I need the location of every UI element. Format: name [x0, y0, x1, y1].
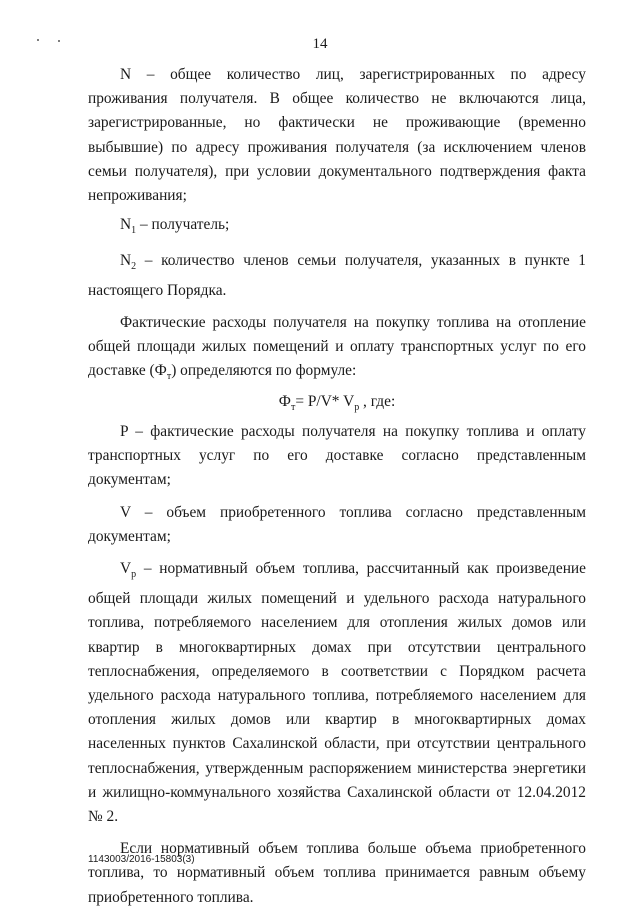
- definition-text: – количество членов семьи получателя, указанных в пункте 1 настоящего Порядка.: [88, 251, 586, 299]
- subscript: р: [131, 569, 137, 581]
- symbol-v: V: [120, 559, 132, 577]
- paragraph-n2-definition: [88, 249, 586, 303]
- paragraph-normative-rule: Если нормативный объем топлива больше объема приобретенного топлива, то нормативный объем топлива принимается равным объему приобретенного топлива.: [88, 840, 586, 906]
- formula-left: Ф: [278, 392, 291, 410]
- symbol-n: N: [120, 216, 132, 234]
- subscript: 1: [131, 225, 137, 237]
- subscript: т: [166, 371, 172, 383]
- intro-text: Фактические расходы получателя на покупку топлива на отопление общей площади жилых помещений и оплату транспортных услуг по его доставке (Ф: [88, 313, 586, 380]
- definition-text: – получатель;: [136, 216, 230, 234]
- paragraph-n-definition: N – общее количество лиц, зарегистрированных по адресу проживания получателя. В общее количество не включаются лица, зарегистрированные, но фактически не проживающие (временно выбывшие) по адресу проживания получателя (за исключением членов семьи получателя), при условии документального подтверждения факта непроживания;: [88, 66, 586, 205]
- document-body: [88, 63, 586, 910]
- paragraph-v-definition: V – объем приобретенного топлива согласно представленным документам;: [88, 503, 586, 545]
- paragraph-vp-definition: [88, 557, 586, 829]
- formula: [88, 390, 586, 420]
- subscript: 2: [131, 260, 137, 272]
- formula-tail: , где:: [359, 392, 396, 410]
- paragraph-n1-definition: [88, 213, 586, 243]
- formula-left-subscript: т: [290, 401, 296, 413]
- document-code: 1143003/2016-15803(3): [88, 854, 195, 865]
- paragraph-expenses-intro: [88, 311, 586, 390]
- page-number: 14: [312, 36, 328, 52]
- formula-middle: = P/V* V: [295, 392, 355, 410]
- definition-text: – нормативный объем топлива, рассчитанный как произведение общей площади жилых помещений и удельного расхода натурального топлива, потребляемого населением для отопления жилых домов или квартир в многоквартирных домах при отсутствии центрального теплоснабжения, определяемого в соответствии с Порядком расчета удельного расхода натурального топлива, потребляемого населением для отопления жилых домов или квартир в многоквартирных домах населенных пунктов Сахалинской области, при отсутствии центрального теплоснабжения, утвержденным распоряжением министерства энергетики и жилищно-коммунального хозяйства Сахалинской области от 12.04.2012 № 2.: [88, 559, 586, 826]
- intro-text-end: ) определяются по формуле:: [171, 362, 357, 380]
- symbol-n: N: [120, 251, 132, 269]
- paragraph-p-definition: P – фактические расходы получателя на покупку топлива и оплату транспортных услуг по его доставке согласно представленным документам;: [88, 422, 586, 489]
- formula-right-subscript: р: [354, 401, 360, 413]
